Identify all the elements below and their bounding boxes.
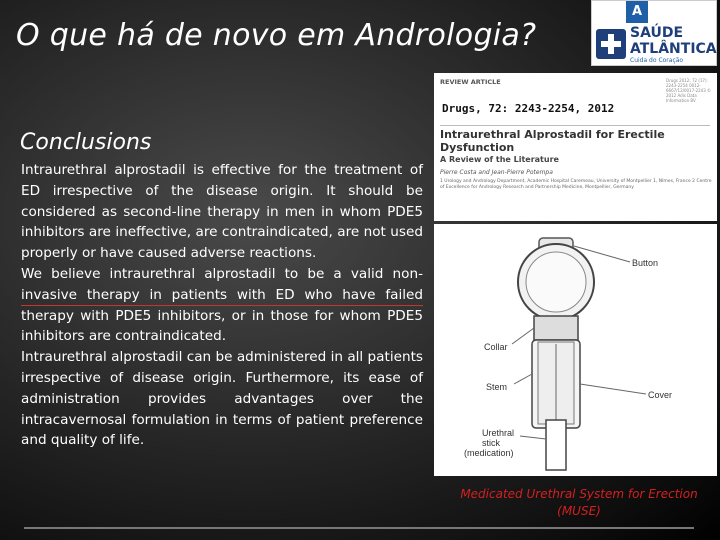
article-meta: Drugs 2012; 72 (17): 2243-2254 0012-6667/12/0017-2243 © 2012 Adis Data Information BV [666,78,712,103]
logo-tag: A [626,1,648,23]
underline-divider [21,305,423,306]
paragraph-2: We believe intraurethral alprostadil to be a valid non-invasive therapy in patients with ED who have failed therapy with PDE5 inhibitors, or in those for whom PDE5 inhibitors are contraindicated. [21,265,423,345]
logo-line3: Cuida do Coração [630,57,684,64]
label-stick-2: stick [482,438,500,448]
bottom-divider [24,527,694,529]
article-citation: Drugs, 72: 2243-2254, 2012 [442,102,615,115]
saude-atlantica-logo [591,0,717,66]
label-collar: Collar [484,342,508,352]
article-authors: Pierre Costa and Jean-Pierre Potempa [440,169,553,176]
label-stem: Stem [486,382,508,392]
paragraph-1: Intraurethral alprostadil is effective for the treatment of ED irrespective of the disease origin. It should be considered as second-line therapy in men in whom PDE5 inhibitors are ineffective, are contraindicated, are not used properly or have caused adverse reactions. [21,162,423,262]
article-divider [440,125,710,126]
label-button: Button [632,258,659,268]
device-caption: Medicated Urethral System for Erection (MUSE) [460,487,698,518]
cross-icon [596,29,626,59]
article-subtitle: A Review of the Literature [440,155,559,164]
label-stick-3: (medication) [464,448,514,458]
label-cover: Cover [648,390,673,400]
logo-line2: ATLÂNTICA [630,41,717,57]
label-stick-1: Urethral [482,428,515,438]
article-image [434,73,717,221]
muse-device-diagram [434,224,717,476]
article-label: REVIEW ARTICLE [440,78,501,86]
article-title: Intraurethral Alprostadil for Erectile Dysfunction [440,128,665,154]
section-heading: Conclusions [20,130,152,155]
article-affiliations: 1 Urology and Andrology Department, Academic Hospital Caremeau, University of Montpellier 1, Nîmes, France 2 Centre of Excellence for Andrology Research and Partnership Medicine, Montpellier, Germany [440,179,712,190]
device-illustration [434,224,717,476]
page-title: O que há de novo em Andrologia? [16,18,537,53]
paragraph-3: Intraurethral alprostadil can be administered in all patients irrespective of disease origin. Furthermore, its ease of administration provides advantages over the intracavernosal formulation in terms of patient preference and quality of life. [21,349,423,449]
logo-line1: SAÚDE [630,25,684,41]
